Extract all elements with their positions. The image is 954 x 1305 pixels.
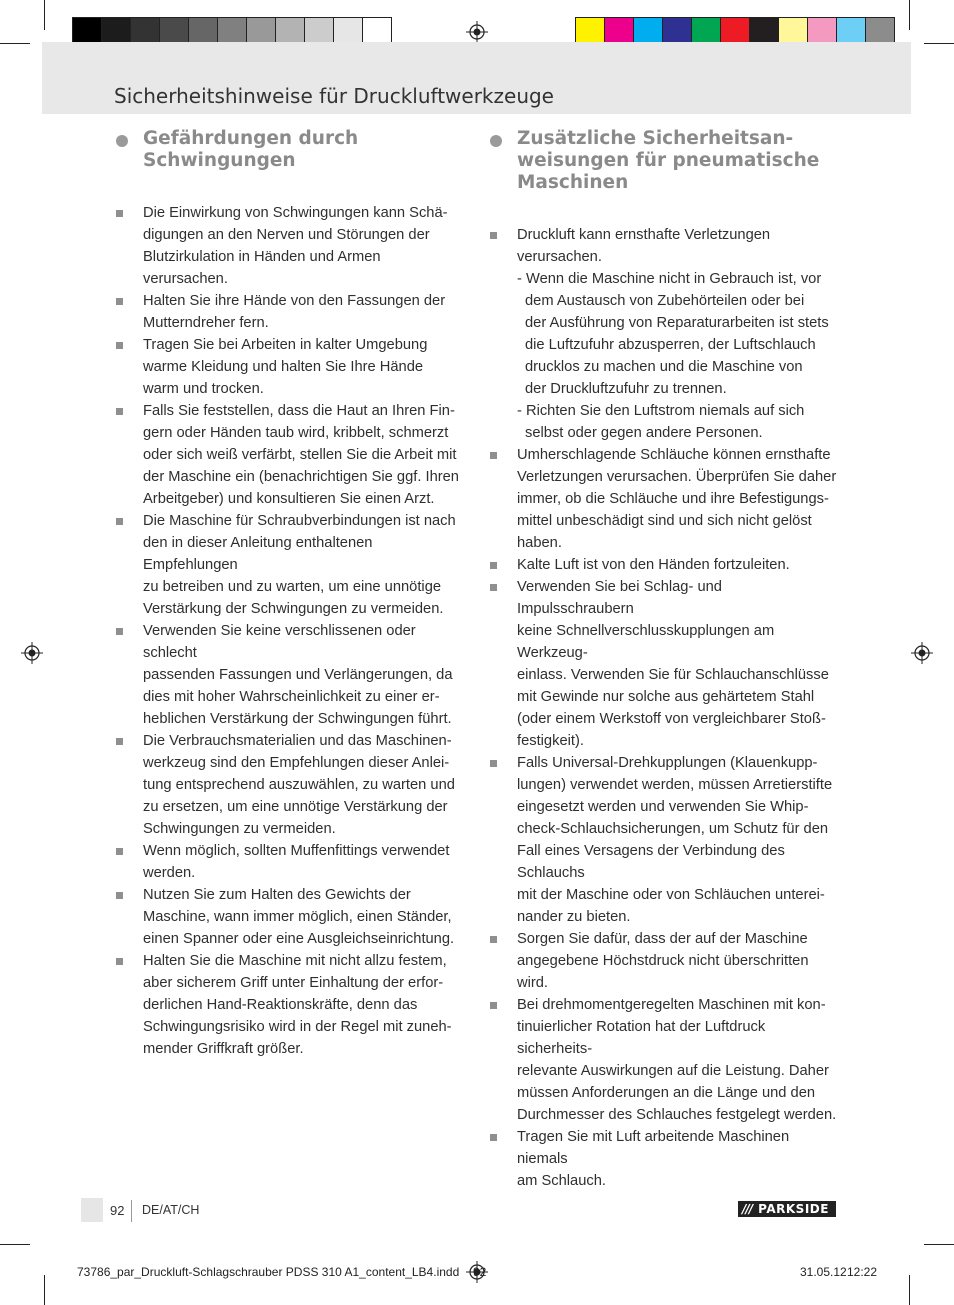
list-item: Falls Universal-Drehkupplungen (Klauenkupp- lungen) verwendet werden, müssen Arretierstifte eingesetzt werden und verwenden Sie Whip- check-Schlauchsicherungen, um Schutz für den Fall eines Versagens der Verbindung des Schlauchs mit der Maschine oder von Schläuchen unterei- nander zu bieten. bbox=[490, 752, 842, 928]
square-bullet-icon bbox=[490, 1002, 497, 1009]
square-bullet-icon bbox=[490, 584, 497, 591]
square-bullet-icon bbox=[490, 760, 497, 767]
square-bullet-icon bbox=[490, 936, 497, 943]
section-title: Gefährdungen durch Schwingungen bbox=[143, 128, 359, 171]
square-bullet-icon bbox=[116, 848, 123, 855]
list-item: Nutzen Sie zum Halten des Gewichts der Maschine, wann immer möglich, einen Ständer, einen Spanner oder eine Ausgleichseinrichtung. bbox=[116, 884, 468, 950]
list-item: Tragen Sie mit Luft arbeitende Maschinen niemals am Schlauch. bbox=[490, 1126, 842, 1192]
crop-mark bbox=[909, 1275, 910, 1305]
list-item: Bei drehmomentgeregelten Maschinen mit kon- tinuierlicher Rotation hat der Luftdruck sicherheits- relevante Auswirkungen auf die Leistung. Daher müssen Anforderungen an die Länge und den Durchmesser des Schlauches festgelegt werden. bbox=[490, 994, 842, 1126]
square-bullet-icon bbox=[116, 518, 123, 525]
list-item: Die Einwirkung von Schwingungen kann Schä- digungen an den Nerven und Störungen der Blutzirkulation in Händen und Armen verursachen. bbox=[116, 202, 468, 290]
logo-stripes-icon: /// bbox=[742, 1202, 753, 1216]
section-title: Zusätzliche Sicherheitsan- weisungen für pneumatische Maschinen bbox=[517, 128, 820, 193]
crop-mark bbox=[0, 43, 30, 44]
square-bullet-icon bbox=[116, 342, 123, 349]
list-item: Wenn möglich, sollten Muffenfittings verwendet werden. bbox=[116, 840, 468, 884]
slug-time: 12:22 bbox=[847, 1265, 878, 1279]
list-item: Kalte Luft ist von den Händen fortzuleiten. bbox=[490, 554, 842, 576]
list-item: Sorgen Sie dafür, dass der auf der Maschine angegebene Höchstdruck nicht überschritten wird. bbox=[490, 928, 842, 994]
bullet-list bbox=[490, 224, 842, 1192]
list-item: Halten Sie ihre Hände von den Fassungen der Mutterndreher fern. bbox=[116, 290, 468, 334]
registration-mark-icon bbox=[466, 21, 488, 43]
crop-mark bbox=[909, 0, 910, 30]
square-bullet-icon bbox=[116, 408, 123, 415]
page-number-box bbox=[81, 1198, 103, 1222]
footer-divider bbox=[131, 1200, 132, 1222]
slug-date: 31.05.12 bbox=[800, 1265, 847, 1279]
square-bullet-icon bbox=[116, 210, 123, 217]
page-title: Sicherheitshinweise für Druckluftwerkzeuge bbox=[114, 84, 554, 108]
left-column bbox=[116, 128, 468, 1060]
crop-mark bbox=[44, 0, 45, 30]
bullet-list bbox=[116, 202, 468, 1060]
crop-mark bbox=[0, 1244, 30, 1245]
slug-filename: 73786_par_Druckluft-Schlagschrauber PDSS 310 A1_content_LB4.indd bbox=[77, 1265, 460, 1279]
square-bullet-icon bbox=[116, 628, 123, 635]
square-bullet-icon bbox=[116, 738, 123, 745]
list-subitem: - Richten Sie den Luftstrom niemals auf sich selbst oder gegen andere Personen. bbox=[517, 403, 805, 441]
bullet-dot-icon bbox=[490, 135, 502, 147]
square-bullet-icon bbox=[116, 298, 123, 305]
bullet-dot-icon bbox=[116, 135, 128, 147]
square-bullet-icon bbox=[116, 958, 123, 965]
list-item: Umherschlagende Schläuche können ernsthafte Verletzungen verursachen. Überprüfen Sie daher immer, ob die Schläuche und ihre Befestigungs- mittel unbeschädigt sind und sich nicht gelöst haben. bbox=[490, 444, 842, 554]
right-column bbox=[490, 128, 842, 1192]
crop-mark bbox=[924, 1244, 954, 1245]
list-item: Tragen Sie bei Arbeiten in kalter Umgebung warme Kleidung und halten Sie Ihre Hände warm und trocken. bbox=[116, 334, 468, 400]
square-bullet-icon bbox=[490, 1134, 497, 1141]
logo-text: PARKSIDE bbox=[758, 1202, 829, 1216]
square-bullet-icon bbox=[116, 892, 123, 899]
registration-mark-icon bbox=[911, 642, 933, 664]
list-item: Halten Sie die Maschine mit nicht allzu festem, aber sicherem Griff unter Einhaltung der erfor- derlichen Hand-Reaktionskräfte, denn das Schwingungsrisiko wird in der Regel mit zuneh- mender Griffkraft größer. bbox=[116, 950, 468, 1060]
page-number: 92 bbox=[110, 1203, 125, 1218]
parkside-logo bbox=[738, 1201, 836, 1217]
region-label: DE/AT/CH bbox=[142, 1203, 200, 1217]
list-item: Druckluft kann ernsthafte Verletzungen verursachen. bbox=[490, 224, 842, 268]
crop-mark bbox=[44, 1275, 45, 1305]
square-bullet-icon bbox=[490, 232, 497, 239]
slug-page: 92 bbox=[473, 1265, 487, 1279]
registration-mark-icon bbox=[21, 642, 43, 664]
list-subitem: - Wenn die Maschine nicht in Gebrauch ist, vor dem Austausch von Zubehörteilen oder bei der Ausführung von Reparaturarbeiten ist stets die Luftzufuhr abzusperren, der Luftschlauch drucklos zu machen und die Maschine von der Druckluftzufuhr zu trennen. bbox=[517, 271, 829, 397]
list-item: Falls Sie feststellen, dass die Haut an Ihren Fin- gern oder Händen taub wird, kribbelt, schmerzt oder sich weiß verfärbt, stellen Sie die Arbeit mit der Maschine ein (benachrichtigen Sie ggf. Ihren Arbeitgeber) und konsultieren Sie einen Arzt. bbox=[116, 400, 468, 510]
list-item: Die Maschine für Schraubverbindungen ist nach den in dieser Anleitung enthaltenen Empfehlungen zu betreiben und zu warten, um eine unnötige Verstärkung der Schwingungen zu vermeiden. bbox=[116, 510, 468, 620]
section-heading bbox=[116, 128, 468, 172]
section-heading bbox=[490, 128, 842, 194]
square-bullet-icon bbox=[490, 452, 497, 459]
list-item: Verwenden Sie bei Schlag- und Impulsschraubern keine Schnellverschlusskupplungen am Werkzeug- einlass. Verwenden Sie für Schlauchanschlüsse mit Gewinde nur solche aus gehärtetem Stahl (oder einem Werkstoff von vergleichbarer Stoß- festigkeit). bbox=[490, 576, 842, 752]
list-item: Verwenden Sie keine verschlissenen oder schlecht passenden Fassungen und Verlängerungen, da dies mit hoher Wahrscheinlichkeit zu einer er- heblichen Verstärkung der Schwingungen führt. bbox=[116, 620, 468, 730]
crop-mark bbox=[924, 43, 954, 44]
list-item: Die Verbrauchsmaterialien und das Maschinen- werkzeug sind den Empfehlungen dieser Anlei- tung entsprechend auszuwählen, zu warten und zu ersetzen, um eine unnötige Verstärkung der Schwingungen zu vermeiden. bbox=[116, 730, 468, 840]
square-bullet-icon bbox=[490, 562, 497, 569]
